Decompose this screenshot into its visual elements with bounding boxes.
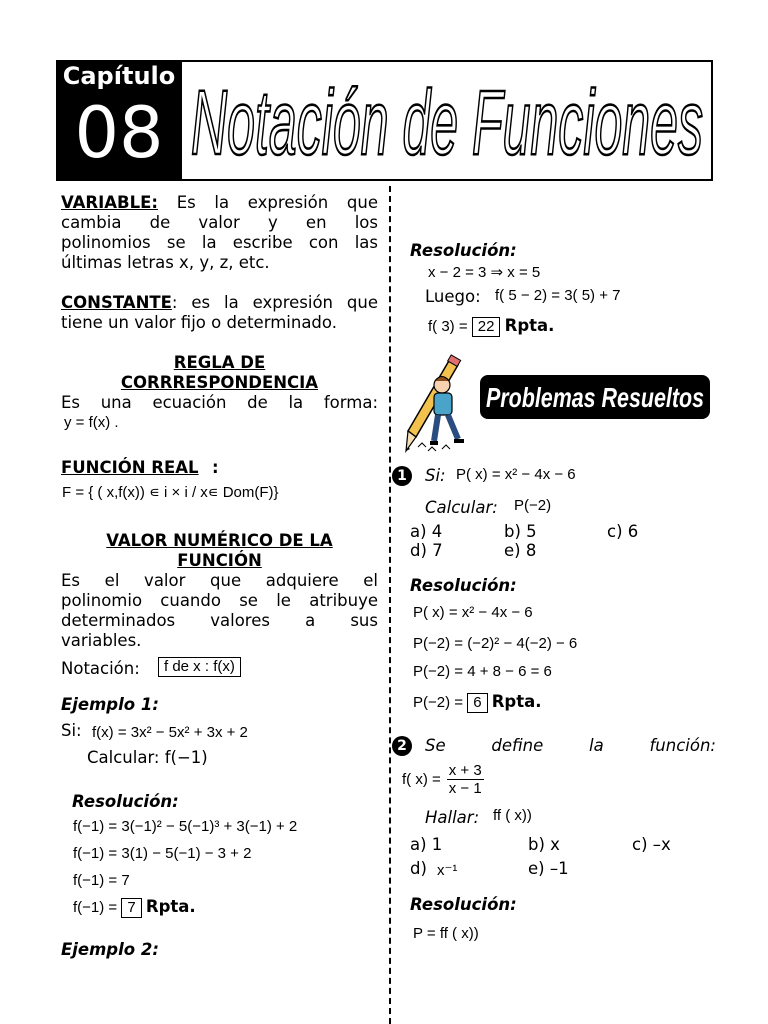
chapter-title-text: Notación de Funciones bbox=[191, 72, 703, 174]
chapter-label: Capítulo bbox=[62, 62, 176, 90]
p1-option: c) 6 bbox=[607, 522, 639, 541]
problemas-resueltos-banner bbox=[479, 374, 711, 420]
resolucion-heading: Resolución: bbox=[410, 241, 517, 260]
resolucion-final: f( 3) = 22 Rpta. bbox=[428, 316, 555, 335]
p1-option: e) 8 bbox=[504, 541, 537, 560]
p2-option-d-value: x⁻¹ bbox=[437, 862, 458, 879]
rpta-label: Rpta. bbox=[145, 897, 196, 916]
chapter-title bbox=[186, 70, 708, 174]
variable-term: VARIABLE: bbox=[61, 193, 158, 212]
ejemplo1-step: f(−1) = 7 bbox=[73, 872, 130, 889]
rpta-label: Rpta. bbox=[491, 692, 542, 711]
p1-resolucion: Resolución: bbox=[410, 576, 517, 595]
p1-option: a) 4 bbox=[410, 522, 443, 541]
p2-function: f( x) = $\frac{x + 3}{x - 1}$ bbox=[402, 761, 482, 797]
funcion-real-term: FUNCIÓN REAL bbox=[61, 458, 199, 477]
notacion-label: Notación: bbox=[61, 659, 140, 678]
ejemplo1-step: f(−1) = 3(−1)² − 5(−1)³ + 3(−1) + 2 bbox=[73, 818, 298, 835]
problem-1-bullet: 1 bbox=[392, 466, 412, 486]
p1-option: d) 7 bbox=[410, 541, 443, 560]
pencil-mascot-icon bbox=[398, 355, 476, 455]
p2-step: P = ff ( x)) bbox=[413, 925, 479, 942]
ejemplo1-resolucion: Resolución: bbox=[72, 792, 179, 811]
problemas-resueltos-label: Problemas Resueltos bbox=[486, 382, 704, 413]
ejemplo1-answer-box: 7 bbox=[121, 898, 141, 918]
variable-definition: VARIABLE: Es la expresión que cambia de valor y en los polinomios se la escribe con las últimas letras x, y, z, etc. bbox=[61, 193, 378, 272]
p1-step: P(−2) = (−2)² − 4(−2) − 6 bbox=[413, 635, 578, 652]
ejemplo1-function: f(x) = 3x² − 5x² + 3x + 2 bbox=[92, 724, 248, 741]
constante-definition: CONSTANTE: es la expresión que tiene un valor fijo o determinado. bbox=[61, 293, 378, 332]
p2-target: ff ( x)) bbox=[493, 807, 532, 824]
p2-option: e) –1 bbox=[528, 859, 569, 878]
p2-hallar: Hallar: bbox=[425, 808, 480, 827]
regla-heading-1: REGLA DE bbox=[173, 353, 266, 372]
p1-calcular: Calcular: bbox=[425, 498, 498, 517]
luego-label: Luego: bbox=[425, 287, 481, 306]
chapter-number: 08 bbox=[74, 92, 164, 174]
p1-step: P( x) = x² − 4x − 6 bbox=[413, 604, 533, 621]
p1-formula: P( x) = x² − 4x − 6 bbox=[456, 466, 576, 483]
p2-fraction: $\frac{x + 3}{x - 1}$ bbox=[448, 761, 482, 797]
column-divider bbox=[389, 186, 391, 1024]
valor-heading-2: FUNCIÓN bbox=[177, 551, 262, 570]
constante-term: CONSTANTE bbox=[61, 293, 172, 312]
p2-option: c) –x bbox=[632, 835, 671, 854]
problem-2-bullet: 2 bbox=[392, 736, 412, 756]
resolucion-step: f( 5 − 2) = 3( 5) + 7 bbox=[495, 287, 621, 304]
ejemplo1-calcular: Calcular: f(−1) bbox=[87, 748, 208, 767]
p1-answer-box: 6 bbox=[467, 693, 487, 713]
ejemplo2-title: Ejemplo 2: bbox=[61, 940, 159, 959]
ejemplo1-step: f(−1) = 3(1) − 5(−1) − 3 + 2 bbox=[73, 845, 252, 862]
resolucion-step: x − 2 = 3 ⇒ x = 5 bbox=[428, 264, 541, 281]
regla-definition: Es una ecuación de la forma: bbox=[61, 393, 378, 412]
p2-option: b) x bbox=[528, 835, 560, 854]
ejemplo1-si: Si: bbox=[61, 721, 82, 740]
ejemplo1-title: Ejemplo 1: bbox=[61, 695, 159, 714]
p1-final: P(−2) = 6 Rpta. bbox=[413, 692, 542, 711]
p1-si: Si: bbox=[425, 466, 446, 485]
answer-box: 22 bbox=[472, 317, 501, 337]
p2-resolucion: Resolución: bbox=[410, 895, 517, 914]
p1-step: P(−2) = 4 + 8 − 6 = 6 bbox=[413, 663, 552, 680]
ejemplo1-final: f(−1) = 7 Rpta. bbox=[73, 897, 196, 916]
regla-heading-2: CORRRESPONDENCIA bbox=[120, 373, 319, 392]
notacion-box: f de x : f(x) bbox=[158, 657, 241, 677]
p1-target: P(−2) bbox=[514, 497, 552, 514]
regla-formula: y = f(x) . bbox=[64, 414, 119, 431]
p2-option: d) bbox=[410, 859, 427, 878]
rpta-label: Rpta. bbox=[504, 316, 555, 335]
valor-heading-1: VALOR NUMÉRICO DE LA bbox=[106, 531, 333, 550]
chapter-badge bbox=[56, 60, 182, 181]
valor-definition: Es el valor que adquiere el polinomio cuando se le atribuye determinados valores a sus variables. bbox=[61, 571, 378, 650]
p2-intro: Se define la función: bbox=[425, 736, 716, 755]
p2-option: a) 1 bbox=[410, 835, 443, 854]
funcion-real-formula: F = { ( x,f(x)) ∊ i × i / x∊ Dom(F)} bbox=[62, 484, 279, 501]
p1-option: b) 5 bbox=[504, 522, 537, 541]
